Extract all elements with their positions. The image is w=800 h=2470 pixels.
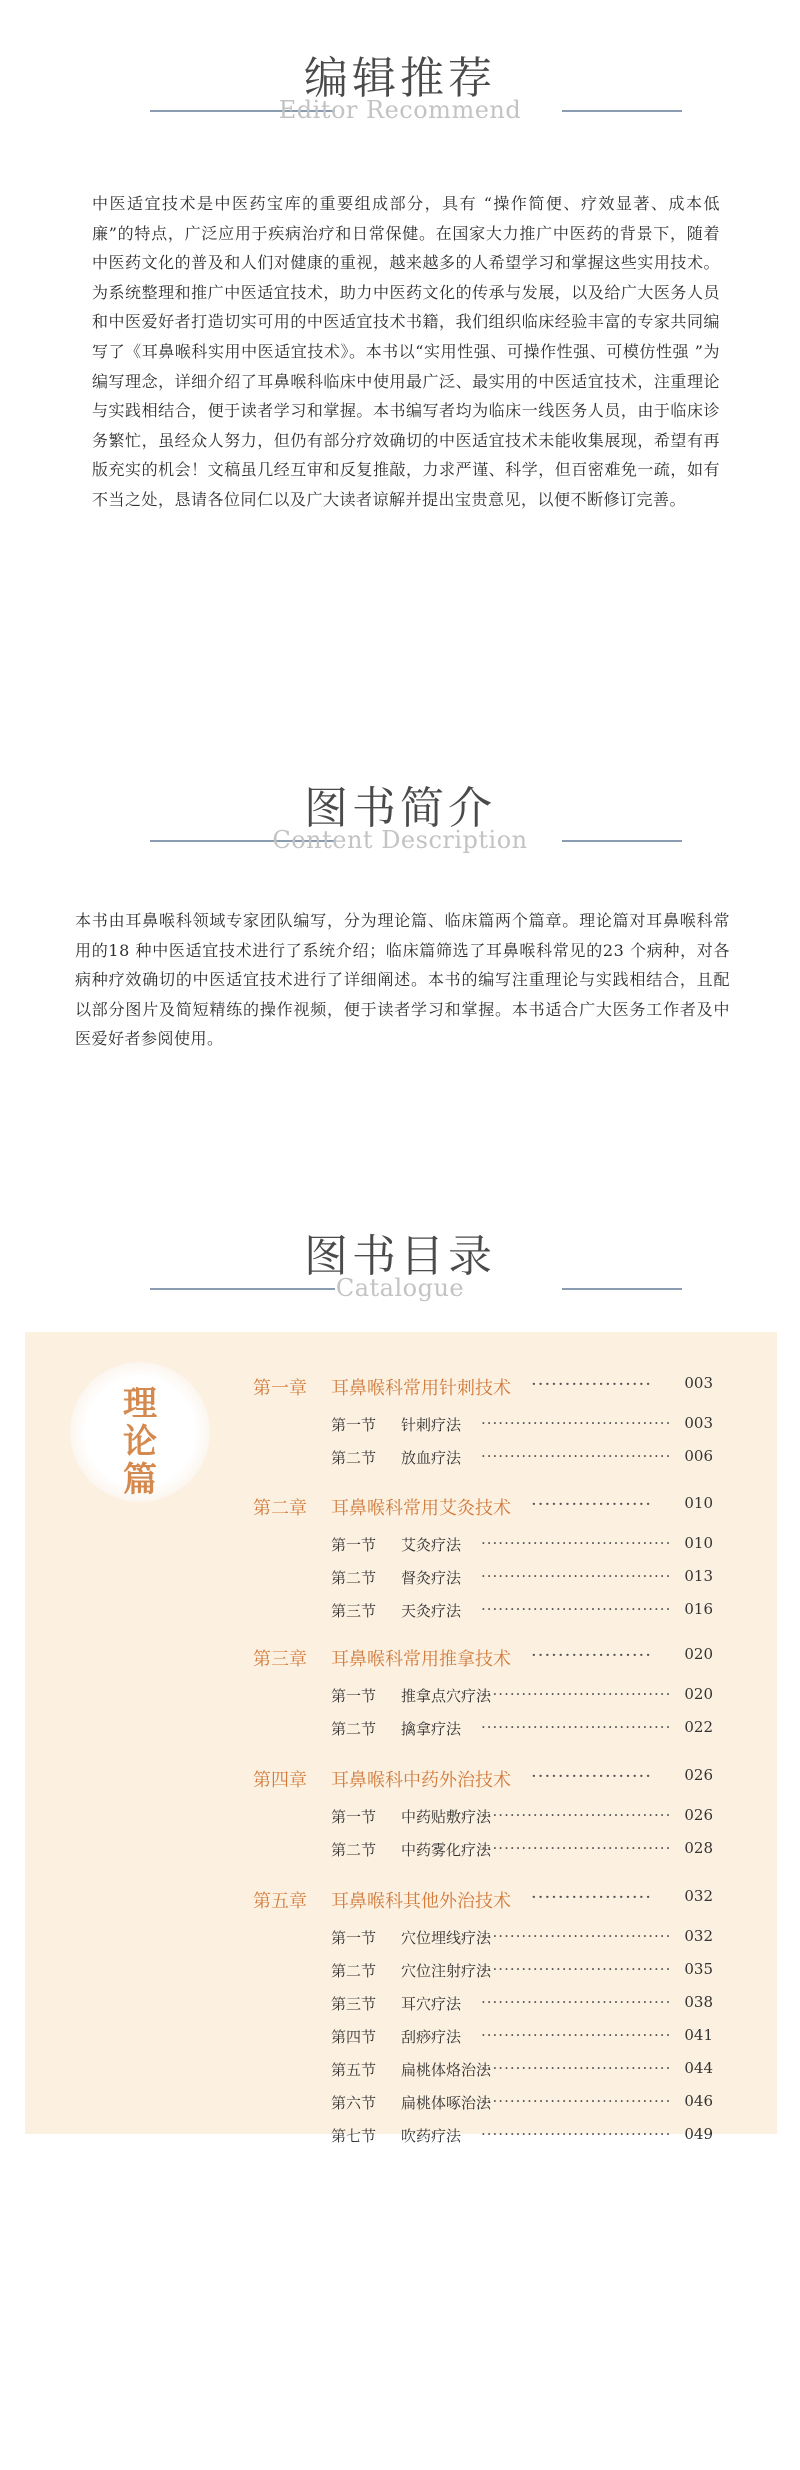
leader-dots [481, 1960, 671, 1978]
toc-section-row [331, 1960, 713, 1981]
toc-section-row [331, 1534, 713, 1555]
leader-dots [481, 1414, 671, 1432]
leader-dots [481, 1927, 671, 1945]
leader-dots [481, 2059, 671, 2077]
section-title: 扁桃体啄治法 [401, 2094, 492, 2112]
editor-paragraph: 中医适宜技术是中医药宝库的重要组成部分，具有 “操作简便、疗效显著、成本低廉”的特点，广泛应用于疾病治疗和日常保健。在国家大力推广中医药的背景下，随着中医药文化的普及和人们对健康的重视，越来越多的人希望学习和掌握这些实用技术。为系统整理和推广中医适宜技术，助力中医药文化的传承与发展，以及给广大医务人员和中医爱好者打造切实可用的中医适宜技术书籍，我们组织临床经验丰富的专家共同编写了《耳鼻喉科实用中医适宜技术》。本书以“实用性强、可操作性强、可模仿性强 ”为编写理念，详细介绍了耳鼻喉科临床中使用最广泛、最实用的中医适宜技术，注重理论与实践相结合，便于读者学习和掌握。本书编写者均为临床一线医务人员，由于临床诊务繁忙，虽经众人努力，但仍有部分疗效确切的中医适宜技术未能收集展现，希望有再版充实的机会！文稿虽几经互审和反复推敲，力求严谨、科学，但百密难免一疏，如有不当之处，恳请各位同仁以及广大读者谅解并提出宝贵意见，以便不断修订完善。 [92, 194, 720, 509]
chapter-title: 耳鼻喉科其他外治技术 [331, 1891, 511, 1912]
section-page: 022 [684, 1718, 713, 1736]
section-number: 第三节 [331, 1995, 377, 2013]
chapter-title: 耳鼻喉科中药外治技术 [331, 1770, 511, 1791]
leader-dots [481, 1993, 671, 2011]
toc-chapter-row [253, 1645, 713, 1671]
chapter-number: 第一章 [253, 1378, 307, 1399]
toc-section-row [331, 1806, 713, 1827]
leader-dots [481, 1685, 671, 1703]
toc-section-row [331, 1839, 713, 1860]
section-title: 穴位埋线疗法 [401, 1929, 492, 1947]
section-page: 020 [684, 1685, 713, 1703]
toc-chapter-row [253, 1374, 713, 1400]
section-title: 放血疗法 [401, 1449, 462, 1467]
leader-dots [481, 1567, 671, 1585]
toc-section-row [331, 1600, 713, 1621]
editor-section-header [0, 42, 800, 132]
section-title: 刮痧疗法 [401, 2028, 462, 2046]
toc-section-row [331, 2026, 713, 2047]
section-title: 擒拿疗法 [401, 1720, 462, 1738]
catalog-subtitle: Catalogue [335, 1274, 465, 1302]
leader-dots [481, 1534, 671, 1552]
section-number: 第二节 [331, 1962, 377, 1980]
section-title: 推拿点穴疗法 [401, 1687, 492, 1705]
section-number: 第二节 [331, 1569, 377, 1587]
section-number: 第六节 [331, 2094, 377, 2112]
toc-section-row [331, 1993, 713, 2014]
description-section-header [0, 772, 800, 862]
section-title: 穴位注射疗法 [401, 1962, 492, 1980]
leader-dots [481, 2125, 671, 2143]
section-number: 第一节 [331, 1416, 377, 1434]
section-page: 026 [684, 1806, 713, 1824]
toc-section-row [331, 2059, 713, 2080]
section-title: 天灸疗法 [401, 1602, 462, 1620]
section-page: 038 [684, 1993, 713, 2011]
catalog-title: 图书目录 [304, 1231, 496, 1282]
chapter-page: 020 [684, 1645, 713, 1663]
section-title: 耳穴疗法 [401, 1995, 462, 2013]
section-page: 016 [684, 1600, 713, 1618]
section-number: 第一节 [331, 1687, 377, 1705]
section-title: 针刺疗法 [401, 1416, 462, 1434]
toc-section-row [331, 2092, 713, 2113]
toc-section-row [331, 1447, 713, 1468]
section-page: 049 [684, 2125, 713, 2143]
section-number: 第一节 [331, 1808, 377, 1826]
section-page: 044 [684, 2059, 713, 2077]
description-title: 图书简介 [304, 783, 496, 834]
section-title: 中药雾化疗法 [401, 1841, 492, 1859]
description-paragraph: 本书由耳鼻喉科领域专家团队编写，分为理论篇、临床篇两个篇章。理论篇对耳鼻喉科常用的18 种中医适宜技术进行了系统介绍；临床篇筛选了耳鼻喉科常见的23 个病种，对各病种疗效确切的中医适宜技术进行了详细阐述。本书的编写注重理论与实践相结合，且配以部分图片及简短精练的操作视频，便于读者学习和掌握。本书适合广大医务工作者及中医爱好者参阅使用。 [75, 911, 730, 1049]
description-subtitle: Content Description [272, 826, 528, 854]
section-page: 046 [684, 2092, 713, 2110]
section-title: 吹药疗法 [401, 2127, 462, 2145]
section-page: 028 [684, 1839, 713, 1857]
section-page: 032 [684, 1927, 713, 1945]
toc-section-row [331, 1567, 713, 1588]
section-number: 第四节 [331, 2028, 377, 2046]
leader-dots [531, 1494, 651, 1515]
leader-dots [481, 1839, 671, 1857]
part-label-char: 篇 [123, 1460, 157, 1500]
part-label-char: 理 [123, 1384, 157, 1424]
toc-section-row [331, 1718, 713, 1739]
toc-section-row [331, 2125, 713, 2146]
chapter-title: 耳鼻喉科常用推拿技术 [331, 1649, 511, 1670]
section-page: 013 [684, 1567, 713, 1585]
section-number: 第二节 [331, 1720, 377, 1738]
chapter-page: 032 [684, 1887, 713, 1905]
section-page: 035 [684, 1960, 713, 1978]
leader-dots [481, 1718, 671, 1736]
section-number: 第三节 [331, 1602, 377, 1620]
section-page: 041 [684, 2026, 713, 2044]
section-title: 中药贴敷疗法 [401, 1808, 492, 1826]
leader-dots [531, 1645, 651, 1666]
chapter-page: 026 [684, 1766, 713, 1784]
editor-title: 编辑推荐 [304, 53, 496, 104]
chapter-number: 第三章 [253, 1649, 307, 1670]
part-seal [70, 1362, 210, 1502]
part-label-char: 论 [123, 1422, 157, 1462]
section-page: 010 [684, 1534, 713, 1552]
catalog-section-header [0, 1220, 800, 1310]
leader-dots [481, 1447, 671, 1465]
leader-dots [481, 2026, 671, 2044]
chapter-number: 第五章 [253, 1891, 307, 1912]
chapter-page: 010 [684, 1494, 713, 1512]
section-title: 艾灸疗法 [401, 1536, 462, 1554]
chapter-page: 003 [684, 1374, 713, 1392]
section-number: 第一节 [331, 1929, 377, 1947]
toc-chapter-row [253, 1766, 713, 1792]
section-title: 督灸疗法 [401, 1569, 462, 1587]
editor-subtitle: Editor Recommend [278, 96, 522, 124]
toc-section-row [331, 1685, 713, 1706]
leader-dots [531, 1374, 651, 1395]
leader-dots [531, 1766, 651, 1787]
leader-dots [531, 1887, 651, 1908]
section-page: 003 [684, 1414, 713, 1432]
chapter-number: 第二章 [253, 1498, 307, 1519]
section-page: 006 [684, 1447, 713, 1465]
chapter-number: 第四章 [253, 1770, 307, 1791]
toc-section-row [331, 1414, 713, 1435]
leader-dots [481, 1806, 671, 1824]
leader-dots [481, 1600, 671, 1618]
section-number: 第二节 [331, 1841, 377, 1859]
chapter-title: 耳鼻喉科常用针刺技术 [331, 1378, 511, 1399]
leader-dots [481, 2092, 671, 2110]
section-number: 第一节 [331, 1536, 377, 1554]
section-number: 第二节 [331, 1449, 377, 1467]
catalog-panel [25, 1332, 777, 2145]
toc-section-row [331, 1927, 713, 1948]
section-number: 第七节 [331, 2127, 377, 2145]
toc-chapter-row [253, 1887, 713, 1913]
section-number: 第五节 [331, 2061, 377, 2079]
toc-chapter-row [253, 1494, 713, 1520]
chapter-title: 耳鼻喉科常用艾灸技术 [331, 1498, 511, 1519]
section-title: 扁桃体烙治法 [401, 2061, 492, 2079]
